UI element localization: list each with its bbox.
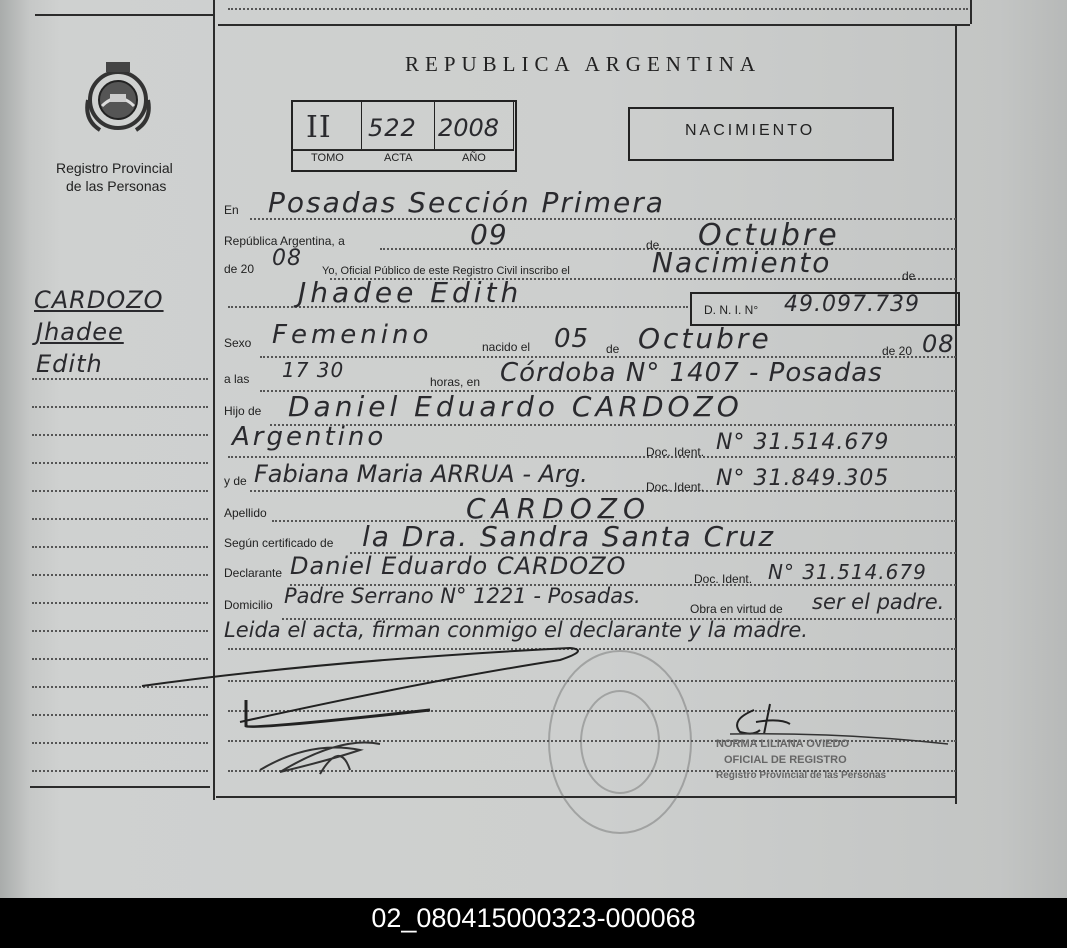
birth-place: Córdoba N° 1407 - Posadas: [500, 358, 883, 388]
act-type: Nacimiento: [652, 246, 832, 279]
en-label: En: [224, 203, 239, 217]
sexo-label: Sexo: [224, 336, 252, 350]
year-prefix-label: de 20: [224, 262, 255, 276]
record-right-border-lower: [955, 24, 957, 804]
father-doc: N° 31.514.679: [716, 430, 890, 455]
stamp-line1: NORMA LILIANA OVIEDO: [716, 738, 850, 750]
hijo-label: Hijo de: [224, 404, 262, 418]
birth-month: Octubre: [638, 322, 772, 355]
registration-place: Posadas Sección Primera: [268, 186, 665, 219]
birth-year-suffix: 08: [922, 330, 955, 358]
top-border-left: [35, 14, 213, 16]
apellido-value: CARDOZO: [466, 492, 651, 525]
registry-name-line2: de las Personas: [66, 178, 167, 194]
stamp-line2: OFICIAL DE REGISTRO: [724, 754, 847, 766]
segun-label: Según certificado de: [224, 536, 334, 550]
registration-year-suffix: 08: [272, 246, 302, 271]
registration-month: Octubre: [698, 218, 840, 253]
child-name: Jhadee Edith: [298, 276, 523, 309]
birth-year-prefix-label: de 20: [882, 344, 913, 358]
closing-note: Leida el acta, firman conmigo el declarante y la madre.: [224, 618, 808, 642]
acta-value: 522: [368, 114, 417, 142]
yde-label: y de: [224, 474, 247, 488]
doc-label-1: Doc. Ident.: [646, 445, 705, 459]
mother-doc: N° 31.849.305: [716, 466, 890, 491]
domicilio-label: Domicilio: [224, 598, 273, 612]
act-table-divider: [292, 149, 513, 150]
obra-value: ser el padre.: [812, 590, 945, 614]
apellido-label: Apellido: [224, 506, 267, 520]
anio-value: 2008: [438, 114, 500, 142]
declarante-label: Declarante: [224, 566, 283, 580]
stamp-line3: Registro Provincial de las Personas: [716, 770, 887, 781]
top-dotted-line: [228, 8, 968, 10]
dni-label: D. N. I. N°: [704, 303, 759, 317]
tomo-value: II: [306, 110, 332, 145]
certificate-by: la Dra. Sandra Santa Cruz: [362, 520, 776, 553]
record-right-border: [970, 0, 972, 24]
birth-day: 05: [554, 324, 590, 354]
province-crest-icon: [80, 60, 156, 140]
doc-label-2: Doc. Ident.: [646, 480, 705, 494]
de2-label: de: [902, 269, 916, 283]
father-name: Daniel Eduardo CARDOZO: [288, 390, 743, 423]
acta-label: ACTA: [384, 152, 413, 164]
sidebar-surname: CARDOZO: [34, 286, 164, 314]
horas-label: horas, en: [430, 375, 481, 389]
registry-name-line1: Registro Provincial: [56, 160, 173, 176]
record-type: NACIMIENTO: [685, 122, 816, 139]
father-nationality: Argentino: [232, 422, 387, 452]
declarante-doc: N° 31.514.679: [768, 560, 927, 584]
sexo-value: Femenino: [272, 320, 433, 350]
de-label: de: [646, 238, 660, 252]
sidebar-given-name-1: Jhadee: [36, 318, 124, 346]
alas-label: a las: [224, 372, 250, 386]
document-title: REPUBLICA ARGENTINA: [405, 52, 762, 76]
birth-time: 17 30: [282, 358, 345, 382]
dni-value: 49.097.739: [784, 292, 920, 317]
official-signature-icon: [720, 700, 950, 760]
official-text: Yo, Oficial Público de este Registro Civil inscribo el: [322, 265, 570, 277]
tomo-label: TOMO: [311, 152, 344, 164]
top-border-right: [218, 24, 970, 26]
anio-label: AÑO: [462, 152, 486, 164]
domicilio-value: Padre Serrano N° 1221 - Posadas.: [284, 584, 641, 608]
declarante-value: Daniel Eduardo CARDOZO: [290, 552, 627, 580]
mother-name: Fabiana Maria ARRUA - Arg.: [254, 460, 588, 488]
official-seal-inner: [580, 690, 660, 794]
nacido-label: nacido el: [482, 340, 531, 354]
de3-label: de: [606, 342, 620, 356]
image-code-footer: 02_080415000323-000068: [0, 898, 1067, 948]
republica-label: República Argentina, a: [224, 234, 345, 248]
registration-day: 09: [470, 218, 508, 251]
doc-label-3: Doc. Ident.: [694, 572, 753, 586]
obra-label: Obra en virtud de: [690, 602, 783, 616]
declarant-signature-icon: [130, 640, 590, 790]
sidebar-given-name-2: Edith: [36, 350, 103, 378]
